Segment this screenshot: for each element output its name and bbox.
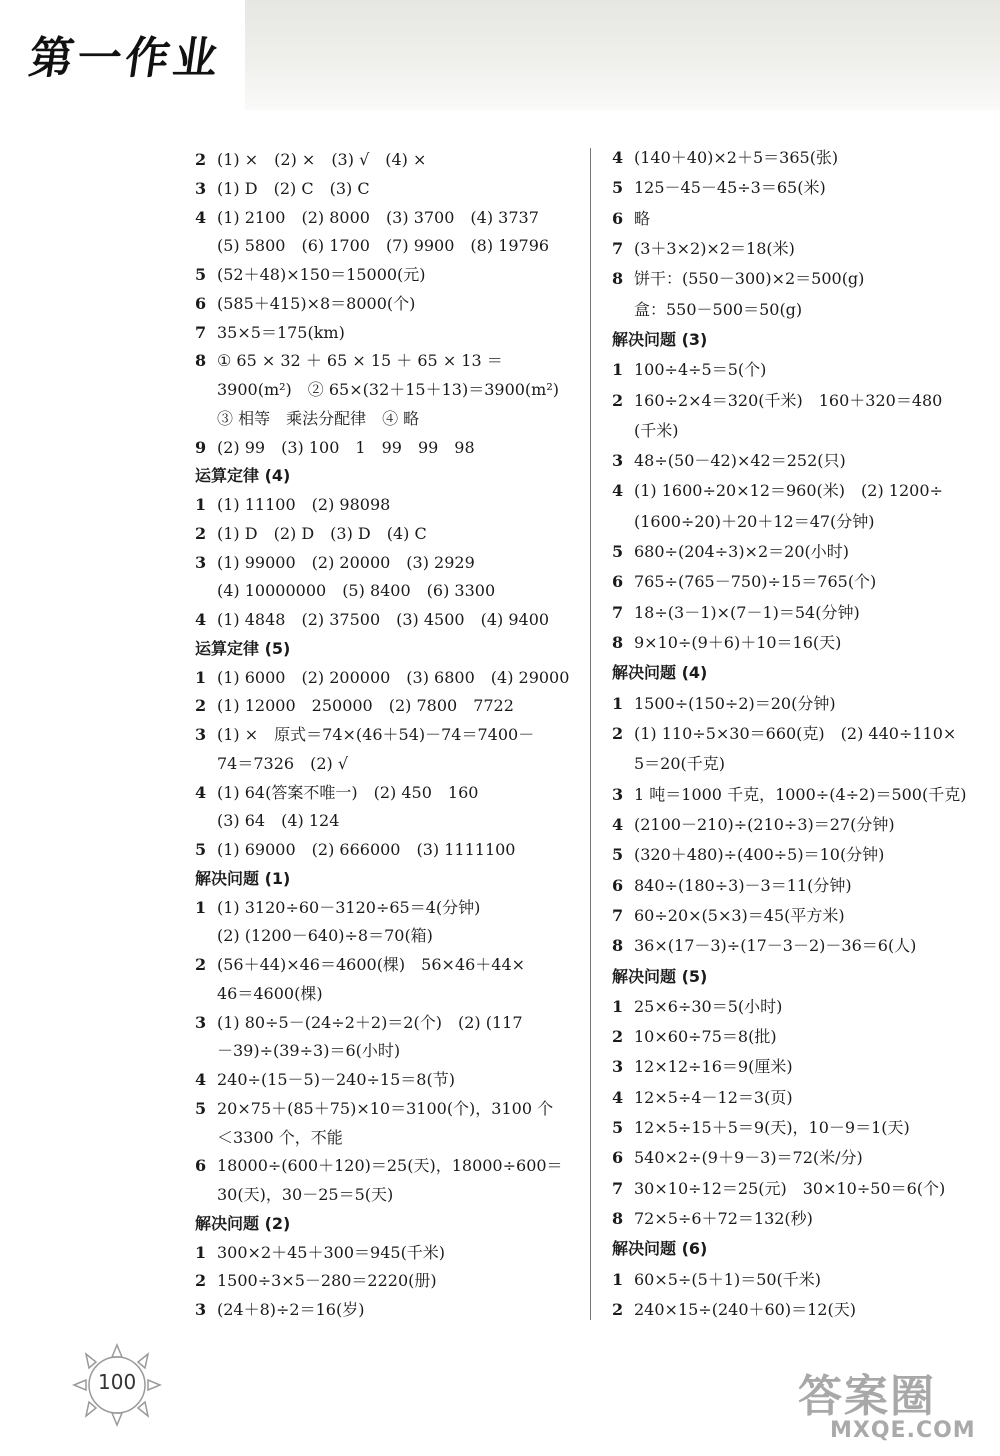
answer-text: 72×5÷6＋72＝132(秒) bbox=[634, 1209, 813, 1229]
answer-text: (1) 6000 (2) 200000 (3) 6800 (4) 29000 bbox=[217, 667, 570, 687]
question-number: 8 bbox=[612, 269, 624, 289]
answer-line bbox=[195, 581, 495, 601]
answer-text: ③ 相等 乘法分配律 ④ 略 bbox=[217, 408, 420, 428]
answer-text: (1) 4848 (2) 37500 (3) 4500 (4) 9400 bbox=[217, 610, 550, 629]
question-number: 9 bbox=[195, 437, 207, 457]
question-number: 1 bbox=[612, 693, 624, 713]
answer-text: (5) 5800 (6) 1700 (7) 9900 (8) 19796 bbox=[217, 236, 550, 256]
answer-line bbox=[195, 811, 339, 831]
answer-line bbox=[195, 696, 514, 716]
answer-line bbox=[195, 783, 478, 803]
answer-text: 60÷20×(5×3)＝45(平方米) bbox=[634, 905, 845, 925]
answer-line bbox=[612, 1179, 945, 1199]
answer-line bbox=[612, 269, 864, 289]
answer-text: 60×5÷(5＋1)＝50(千米) bbox=[634, 1269, 822, 1289]
answer-line bbox=[195, 1070, 455, 1090]
answer-line bbox=[612, 1118, 910, 1138]
answer-text: (1) 80÷5－(24÷2＋2)＝2(个) (2) (117 bbox=[217, 1012, 523, 1032]
column-divider bbox=[590, 148, 591, 1320]
question-number: 4 bbox=[195, 207, 207, 227]
answer-text: (2) 99 (3) 100 1 99 99 98 bbox=[217, 437, 475, 457]
answer-text: (1) 69000 (2) 666000 (3) 1111100 bbox=[217, 840, 516, 859]
question-number: 3 bbox=[612, 1057, 624, 1077]
answer-line bbox=[612, 603, 860, 623]
answer-text: (52＋48)×150＝15000(元) bbox=[217, 265, 426, 284]
answer-text: (1) 3120÷60－3120÷65＝4(分钟) bbox=[217, 897, 481, 917]
answer-line bbox=[195, 1156, 563, 1176]
answer-text: 540×2÷(9＋9－3)＝72(米/分) bbox=[634, 1148, 863, 1168]
question-number: 1 bbox=[195, 1242, 207, 1262]
answer-line bbox=[195, 1099, 553, 1119]
question-number: 6 bbox=[612, 208, 624, 228]
question-number: 4 bbox=[195, 610, 207, 629]
question-number: 7 bbox=[612, 602, 624, 622]
question-number: 7 bbox=[612, 238, 624, 258]
answer-text: (1600÷20)＋20＋12＝47(分钟) bbox=[634, 511, 875, 531]
answer-line bbox=[612, 360, 766, 380]
book-title: 第一作业 bbox=[25, 33, 225, 84]
answer-text: 840÷(180÷3)－3＝11(分钟) bbox=[634, 875, 852, 895]
question-number: 2 bbox=[195, 523, 207, 543]
question-number: 3 bbox=[195, 552, 207, 572]
question-number: 1 bbox=[195, 667, 207, 687]
watermark-url: MXQE.COM bbox=[830, 1418, 976, 1443]
section-heading bbox=[195, 1214, 290, 1234]
question-number: 3 bbox=[612, 784, 624, 804]
answer-text: 74＝7326 (2) √ bbox=[217, 753, 349, 773]
answer-line bbox=[195, 438, 475, 458]
section-heading bbox=[195, 869, 290, 889]
answer-text: (1) 11100 (2) 98098 bbox=[217, 495, 391, 514]
answer-text: (3) 64 (4) 124 bbox=[217, 811, 340, 831]
question-number: 5 bbox=[195, 840, 207, 859]
answer-line bbox=[195, 351, 503, 371]
answer-line bbox=[195, 1013, 523, 1033]
section-heading-text: 解决问题 (4) bbox=[612, 663, 708, 683]
section-heading-text: 运算定律 (5) bbox=[195, 638, 291, 658]
watermark-logo bbox=[790, 1360, 990, 1450]
answer-line bbox=[612, 1209, 813, 1229]
answer-line bbox=[612, 876, 852, 896]
answer-text: 20×75＋(85＋75)×10＝3100(个)，3100 个 bbox=[217, 1098, 554, 1118]
page-number: 100 bbox=[98, 1370, 137, 1394]
answer-text: 36×(17－3)÷(17－3－2)－36＝6(人) bbox=[634, 936, 917, 956]
header-block bbox=[0, 0, 245, 110]
answer-text: (585＋415)×8＝8000(个) bbox=[217, 293, 416, 313]
question-number: 3 bbox=[195, 1300, 207, 1319]
question-number: 5 bbox=[195, 265, 207, 284]
question-number: 4 bbox=[612, 1087, 624, 1107]
question-number: 4 bbox=[195, 1070, 207, 1089]
answer-text: (1) 1600÷20×12＝960(米) (2) 1200÷ bbox=[634, 481, 943, 501]
answer-text: 300×2＋45＋300＝945(千米) bbox=[217, 1242, 446, 1262]
question-number: 2 bbox=[612, 1027, 624, 1047]
section-heading-text: 解决问题 (3) bbox=[612, 329, 708, 349]
answer-text: 盒：550－500＝50(g) bbox=[634, 299, 803, 319]
answer-text: (2) (1200－640)÷8＝70(箱) bbox=[217, 926, 433, 946]
answer-line bbox=[612, 785, 966, 805]
section-heading bbox=[195, 466, 290, 486]
question-number: 6 bbox=[195, 1156, 207, 1176]
answer-text: 125－45－45÷3＝65(米) bbox=[634, 178, 826, 198]
answer-line bbox=[195, 380, 559, 400]
answer-line bbox=[612, 542, 849, 562]
answer-line bbox=[195, 754, 348, 774]
answer-line bbox=[612, 512, 875, 532]
question-number: 5 bbox=[612, 1118, 624, 1138]
answer-line bbox=[612, 451, 846, 471]
answer-line bbox=[612, 1148, 863, 1168]
answer-line bbox=[195, 725, 534, 745]
answer-line bbox=[612, 694, 836, 714]
question-number: 4 bbox=[612, 148, 624, 167]
answer-line bbox=[195, 1300, 364, 1320]
answer-text: 680÷(204÷3)×2＝20(小时) bbox=[634, 542, 849, 562]
section-heading bbox=[612, 1239, 707, 1259]
answer-line bbox=[195, 1243, 445, 1263]
section-heading bbox=[612, 330, 707, 350]
answer-text: 饼干：(550－300)×2＝500(g) bbox=[634, 269, 865, 289]
answer-line bbox=[195, 208, 539, 228]
section-heading-text: 解决问题 (6) bbox=[612, 1239, 708, 1259]
answer-text: (24＋8)÷2＝16(岁) bbox=[217, 1300, 365, 1319]
question-number: 6 bbox=[612, 875, 624, 895]
answer-text: 48÷(50－42)×42＝252(只) bbox=[634, 451, 846, 471]
answer-text: 12×5÷15＋5＝9(天)，10－9＝1(天) bbox=[634, 1118, 910, 1138]
answer-text: 12×5÷4－12＝3(页) bbox=[634, 1087, 793, 1107]
answer-line bbox=[612, 1270, 821, 1290]
question-number: 7 bbox=[195, 322, 207, 342]
answer-line bbox=[195, 323, 345, 343]
answer-line bbox=[195, 1128, 343, 1148]
answer-line bbox=[195, 265, 426, 285]
answer-text: 46＝4600(棵) bbox=[217, 983, 323, 1003]
question-number: 6 bbox=[195, 293, 207, 313]
answer-text: 30(天)，30－25＝5(天) bbox=[217, 1185, 394, 1204]
answer-text: 35×5＝175(km) bbox=[217, 322, 345, 342]
answer-line bbox=[195, 984, 323, 1004]
question-number: 5 bbox=[195, 1098, 207, 1118]
question-number: 3 bbox=[612, 451, 624, 471]
answer-text: (1) 2100 (2) 8000 (3) 3700 (4) 3737 bbox=[217, 207, 539, 227]
question-number: 5 bbox=[612, 178, 624, 198]
answer-line bbox=[612, 997, 782, 1017]
answer-line bbox=[195, 150, 426, 170]
answer-line bbox=[195, 236, 549, 256]
answer-line bbox=[195, 495, 390, 515]
question-number: 2 bbox=[195, 1271, 207, 1291]
answer-text: 3900(m²) ② 65×(32＋15＋13)＝3900(m²) bbox=[217, 380, 559, 399]
answer-line bbox=[195, 926, 433, 946]
question-number: 1 bbox=[612, 1269, 624, 1289]
answer-text: 18000÷(600＋120)＝25(天)，18000÷600＝ bbox=[217, 1156, 563, 1176]
answer-line bbox=[612, 239, 795, 259]
answer-line bbox=[195, 1271, 437, 1291]
answer-text: 1500÷3×5－280＝2220(册) bbox=[217, 1271, 437, 1291]
answer-text: (1) D (2) D (3) D (4) C bbox=[217, 523, 427, 543]
question-number: 2 bbox=[195, 150, 207, 169]
question-number: 3 bbox=[195, 725, 207, 744]
section-heading-text: 解决问题 (2) bbox=[195, 1213, 291, 1233]
answer-line bbox=[195, 1185, 393, 1205]
question-number: 1 bbox=[195, 897, 207, 917]
question-number: 1 bbox=[612, 360, 624, 380]
answer-line bbox=[612, 936, 916, 956]
answer-text: (56＋44)×46＝4600(棵) 56×46＋44× bbox=[217, 955, 526, 974]
answer-line bbox=[195, 553, 475, 573]
question-number: 5 bbox=[612, 542, 624, 562]
answer-text: 100÷4÷5＝5(个) bbox=[634, 360, 767, 380]
question-number: 6 bbox=[612, 572, 624, 592]
section-heading-text: 运算定律 (4) bbox=[195, 466, 291, 486]
question-number: 8 bbox=[612, 936, 624, 956]
answer-text: ＜3300 个，不能 bbox=[217, 1127, 343, 1147]
answer-line bbox=[612, 724, 956, 744]
answer-line bbox=[612, 1300, 856, 1320]
section-heading bbox=[612, 663, 707, 683]
answer-line bbox=[195, 610, 549, 630]
answer-line bbox=[612, 633, 841, 653]
answer-text: (1) × 原式＝74×(46＋54)－74＝7400－ bbox=[217, 725, 535, 744]
answer-line bbox=[612, 906, 845, 926]
answer-text: (千米) bbox=[634, 420, 679, 440]
answer-text: 1 吨＝1000 千克，1000÷(4÷2)＝500(千克) bbox=[634, 784, 967, 804]
answer-line bbox=[612, 481, 943, 501]
question-number: 7 bbox=[612, 1178, 624, 1198]
answer-line bbox=[195, 955, 525, 975]
answer-text: 9×10÷(9＋6)＋10＝16(天) bbox=[634, 633, 842, 653]
answer-line bbox=[612, 209, 650, 229]
answer-line bbox=[612, 815, 895, 835]
question-number: 3 bbox=[195, 1012, 207, 1032]
answer-text: (1) 110÷5×30＝660(克) (2) 440÷110× bbox=[634, 724, 957, 743]
question-number: 2 bbox=[195, 696, 207, 716]
watermark-main: 答案圈 bbox=[798, 1371, 936, 1422]
answer-text: 240×15÷(240＋60)＝12(天) bbox=[634, 1300, 856, 1319]
question-number: 4 bbox=[612, 814, 624, 834]
answer-line bbox=[195, 840, 516, 860]
section-heading-text: 解决问题 (5) bbox=[612, 966, 708, 986]
answer-line bbox=[195, 1041, 400, 1061]
answer-text: (1) 99000 (2) 20000 (3) 2929 bbox=[217, 552, 475, 572]
answer-line bbox=[612, 572, 876, 592]
answer-line bbox=[612, 1027, 777, 1047]
answer-text: (1) 12000 250000 (2) 7800 7722 bbox=[217, 696, 514, 716]
answer-line bbox=[612, 178, 826, 198]
answer-text: 1500÷(150÷2)＝20(分钟) bbox=[634, 693, 836, 713]
answer-line bbox=[195, 409, 419, 429]
answer-text: 5＝20(千克) bbox=[634, 754, 726, 774]
answer-line bbox=[195, 179, 370, 199]
question-number: 2 bbox=[612, 724, 624, 743]
question-number: 8 bbox=[195, 351, 207, 371]
answer-text: (4) 10000000 (5) 8400 (6) 3300 bbox=[217, 581, 496, 601]
section-heading bbox=[195, 639, 290, 659]
answer-line bbox=[195, 294, 415, 314]
answer-line bbox=[612, 845, 884, 865]
answer-text: (2100－210)÷(210÷3)＝27(分钟) bbox=[634, 814, 895, 834]
answer-text: (140＋40)×2＋5＝365(张) bbox=[634, 148, 839, 167]
answer-line bbox=[612, 754, 725, 774]
answer-text: (320＋480)÷(400÷5)＝10(分钟) bbox=[634, 845, 885, 865]
answer-line bbox=[612, 421, 679, 441]
question-number: 3 bbox=[195, 178, 207, 198]
question-number: 8 bbox=[612, 633, 624, 653]
answer-text: 18÷(3－1)×(7－1)＝54(分钟) bbox=[634, 602, 860, 622]
answer-line bbox=[195, 668, 569, 688]
answer-text: 160÷2×4＝320(千米) 160＋320＝480 bbox=[634, 390, 943, 410]
question-number: 8 bbox=[612, 1209, 624, 1229]
answer-line bbox=[195, 898, 480, 918]
answer-text: 12×12÷16＝9(厘米) bbox=[634, 1057, 793, 1077]
answer-text: (3＋3×2)×2＝18(米) bbox=[634, 238, 795, 258]
answer-line bbox=[612, 300, 802, 320]
answer-line bbox=[612, 1057, 793, 1077]
question-number: 6 bbox=[612, 1148, 624, 1168]
answer-text: 25×6÷30＝5(小时) bbox=[634, 996, 783, 1016]
question-number: 4 bbox=[195, 782, 207, 802]
answer-text: －39)÷(39÷3)＝6(小时) bbox=[217, 1041, 401, 1061]
answer-line bbox=[612, 1088, 793, 1108]
answer-text: 30×10÷12＝25(元) 30×10÷50＝6(个) bbox=[634, 1178, 946, 1198]
question-number: 2 bbox=[195, 955, 207, 974]
section-heading bbox=[612, 967, 707, 987]
answer-text: (1) D (2) C (3) C bbox=[217, 178, 370, 198]
question-number: 2 bbox=[612, 1300, 624, 1319]
answer-text: 10×60÷75＝8(批) bbox=[634, 1027, 777, 1047]
answer-line bbox=[612, 148, 838, 168]
answer-text: 765÷(765－750)÷15＝765(个) bbox=[634, 572, 877, 592]
answer-text: (1) × (2) × (3) √ (4) × bbox=[217, 150, 427, 169]
question-number: 5 bbox=[612, 845, 624, 865]
question-number: 1 bbox=[612, 996, 624, 1016]
answer-line bbox=[195, 524, 427, 544]
answer-line bbox=[612, 391, 942, 411]
section-heading-text: 解决问题 (1) bbox=[195, 868, 291, 888]
question-number: 1 bbox=[195, 495, 207, 514]
answer-text: 240÷(15－5)－240÷15＝8(节) bbox=[217, 1070, 455, 1089]
answer-text: 略 bbox=[634, 208, 651, 228]
question-number: 2 bbox=[612, 390, 624, 410]
question-number: 4 bbox=[612, 481, 624, 501]
answer-text: ① 65 × 32 ＋ 65 × 15 ＋ 65 × 13 ＝ bbox=[217, 351, 503, 371]
answer-text: (1) 64(答案不唯一) (2) 450 160 bbox=[217, 782, 479, 802]
question-number: 7 bbox=[612, 905, 624, 925]
